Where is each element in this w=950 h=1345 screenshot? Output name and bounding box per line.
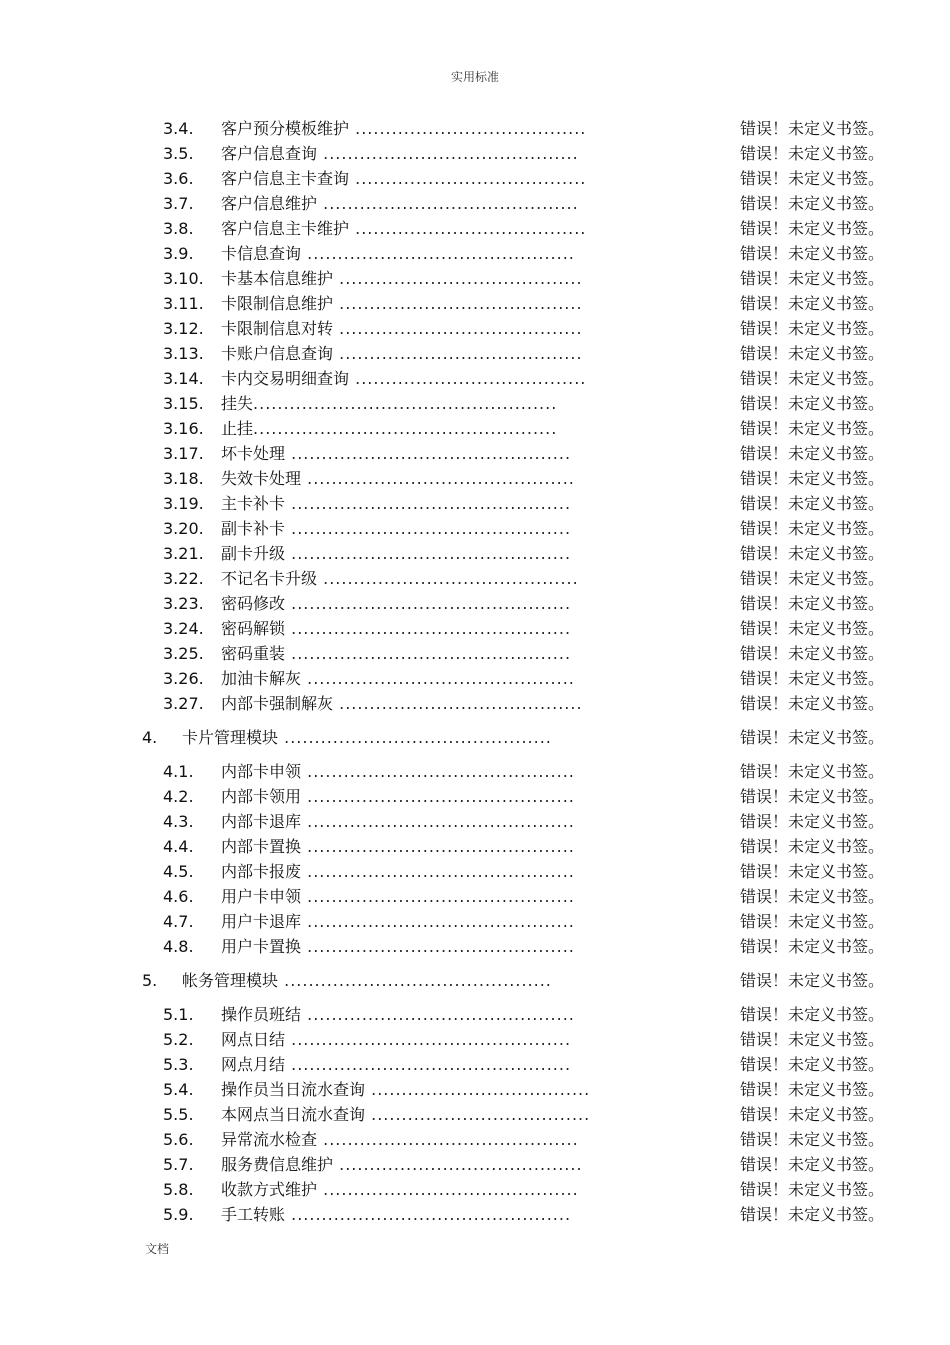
- toc-entry-row[interactable]: [0, 266, 950, 291]
- toc-entry-number: 3.23.: [163, 594, 204, 613]
- toc-dot-leader: ........................................: [333, 269, 583, 288]
- toc-entry-title: 卡限制信息维护: [221, 294, 334, 313]
- toc-entry-title: 客户信息主卡查询: [221, 169, 350, 188]
- toc-entry-row[interactable]: [0, 241, 950, 266]
- toc-entry-title-wrap: [221, 166, 586, 191]
- toc-dot-leader: ............................................: [301, 669, 575, 688]
- toc-entry-title: 内部卡置换: [221, 837, 302, 856]
- toc-entry-number: 3.25.: [163, 644, 204, 663]
- toc-entry-number: 5.8.: [163, 1180, 194, 1199]
- toc-dot-leader: ..............................................: [285, 519, 572, 538]
- toc-entry-row[interactable]: [0, 391, 950, 416]
- toc-entry-row[interactable]: [0, 291, 950, 316]
- toc-entry-title-wrap: [221, 491, 571, 516]
- toc-entry-title: 挂失: [221, 394, 254, 413]
- toc-entry-row[interactable]: [0, 1077, 950, 1102]
- toc-entry-title: 内部卡强制解灰: [221, 694, 334, 713]
- toc-entry-title-wrap: [221, 391, 557, 416]
- toc-page-ref: 错误！未定义书签。: [740, 728, 885, 747]
- toc-entry-number: 4.4.: [163, 837, 194, 856]
- toc-entry-row[interactable]: [0, 1177, 950, 1202]
- toc-entry-title: 卡限制信息对转: [221, 319, 334, 338]
- toc-entry-number: 3.24.: [163, 619, 204, 638]
- toc-page-ref: 错误！未定义书签。: [740, 1105, 885, 1124]
- toc-entry-title: 卡账户信息查询: [221, 344, 334, 363]
- toc-entry-title-wrap: [221, 834, 575, 859]
- toc-dot-leader: ......................................: [349, 369, 587, 388]
- toc-entry-number: 3.9.: [163, 244, 194, 263]
- toc-dot-leader: ..................................................: [253, 419, 558, 438]
- toc-dot-leader: ......................................: [349, 169, 587, 188]
- toc-entry-title-wrap: [221, 884, 575, 909]
- toc-dot-leader: ............................................: [301, 1005, 575, 1024]
- toc-dot-leader: ....................................: [365, 1105, 591, 1124]
- toc-entry-number: 4.7.: [163, 912, 194, 931]
- toc-entry-title: 网点月结: [221, 1055, 286, 1074]
- toc-dot-leader: ............................................: [301, 862, 575, 881]
- toc-entry-title-wrap: [221, 291, 583, 316]
- toc-page-ref: 错误！未定义书签。: [740, 244, 885, 263]
- toc-dot-leader: ..............................................: [285, 619, 572, 638]
- toc-dot-leader: ......................................: [349, 219, 587, 238]
- toc-entry-row[interactable]: [0, 809, 950, 834]
- toc-entry-row[interactable]: [0, 591, 950, 616]
- toc-entry-number: 4.1.: [163, 762, 194, 781]
- toc-section-row[interactable]: [0, 968, 950, 993]
- toc-page-ref: 错误！未定义书签。: [740, 369, 885, 388]
- toc-dot-leader: ............................................: [301, 787, 575, 806]
- toc-entry-title-wrap: [221, 416, 557, 441]
- toc-entry-number: 3.20.: [163, 519, 204, 538]
- toc-entry-title: 客户信息主卡维护: [221, 219, 350, 238]
- toc-entry-title: 手工转账: [221, 1205, 286, 1224]
- toc-entry-title: 客户信息维护: [221, 194, 318, 213]
- toc-dot-leader: ............................................: [278, 971, 552, 990]
- toc-entry-title-wrap: [221, 566, 579, 591]
- toc-entry-title: 副卡补卡: [221, 519, 286, 538]
- toc-page-ref: 错误！未定义书签。: [740, 169, 885, 188]
- toc-entry-number: 5.5.: [163, 1105, 194, 1124]
- toc-page-ref: 错误！未定义书签。: [740, 1155, 885, 1174]
- toc-entry-title-wrap: [221, 666, 575, 691]
- toc-entry-title: 卡基本信息维护: [221, 269, 334, 288]
- toc-entry-row[interactable]: [0, 1052, 950, 1077]
- toc-entry-row[interactable]: [0, 466, 950, 491]
- toc-dot-leader: ..............................................: [285, 1205, 572, 1224]
- toc-entry-title-wrap: [182, 725, 552, 750]
- toc-entry-number: 4.: [142, 728, 158, 747]
- toc-entry-title: 用户卡置换: [221, 937, 302, 956]
- toc-entry-title-wrap: [221, 591, 571, 616]
- toc-entry-row[interactable]: [0, 934, 950, 959]
- toc-page-ref: 错误！未定义书签。: [740, 971, 885, 990]
- toc-page-ref: 错误！未定义书签。: [740, 1130, 885, 1149]
- toc-dot-leader: ..................................................: [253, 394, 558, 413]
- toc-entry-title-wrap: [221, 616, 571, 641]
- toc-entry-title: 本网点当日流水查询: [221, 1105, 366, 1124]
- page-footer: 文档: [145, 1242, 170, 1256]
- toc-entry-row[interactable]: [0, 366, 950, 391]
- toc-page-ref: 错误！未定义书签。: [740, 469, 885, 488]
- toc-entry-title: 副卡升级: [221, 544, 286, 563]
- toc-page-ref: 错误！未定义书签。: [740, 1005, 885, 1024]
- toc-entry-number: 3.5.: [163, 144, 194, 163]
- toc-page-ref: 错误！未定义书签。: [740, 912, 885, 931]
- toc-entry-number: 4.5.: [163, 862, 194, 881]
- toc-dot-leader: ..............................................: [285, 644, 572, 663]
- toc-entry-row[interactable]: [0, 759, 950, 784]
- toc-entry-number: 5.9.: [163, 1205, 194, 1224]
- toc-entry-title-wrap: [221, 1052, 571, 1077]
- toc-dot-leader: ......................................: [349, 119, 587, 138]
- toc-entry-row[interactable]: [0, 859, 950, 884]
- toc-section-row[interactable]: [0, 725, 950, 750]
- toc-entry-title-wrap: [221, 909, 575, 934]
- toc-page-ref: 错误！未定义书签。: [740, 344, 885, 363]
- toc-entry-number: 5.: [142, 971, 158, 990]
- toc-page-ref: 错误！未定义书签。: [740, 494, 885, 513]
- toc-entry-number: 4.2.: [163, 787, 194, 806]
- toc-page-ref: 错误！未定义书签。: [740, 1055, 885, 1074]
- toc-entry-title: 密码修改: [221, 594, 286, 613]
- toc-entry-title: 密码重装: [221, 644, 286, 663]
- toc-entry-title: 操作员班结: [221, 1005, 302, 1024]
- toc-page-ref: 错误！未定义书签。: [740, 1205, 885, 1224]
- toc-entry-row[interactable]: [0, 1102, 950, 1127]
- toc-entry-number: 3.27.: [163, 694, 204, 713]
- toc-dot-leader: ............................................: [301, 812, 575, 831]
- toc-entry-title: 内部卡申领: [221, 762, 302, 781]
- toc-entry-title-wrap: [221, 759, 575, 784]
- toc-entry-number: 5.2.: [163, 1030, 194, 1049]
- toc-entry-row[interactable]: [0, 491, 950, 516]
- toc-entry-row[interactable]: [0, 441, 950, 466]
- toc-entry-title: 加油卡解灰: [221, 669, 302, 688]
- toc-entry-title: 止挂: [221, 419, 254, 438]
- toc-entry-number: 3.16.: [163, 419, 204, 438]
- toc-dot-leader: ........................................: [333, 1155, 583, 1174]
- toc-entry-row[interactable]: [0, 191, 950, 216]
- toc-entry-number: 4.3.: [163, 812, 194, 831]
- toc-entry-title-wrap: [221, 266, 583, 291]
- toc-entry-title-wrap: [221, 516, 571, 541]
- toc-entry-title-wrap: [221, 1202, 571, 1227]
- toc-dot-leader: ..............................................: [285, 594, 572, 613]
- page-header: 实用标准: [450, 70, 499, 84]
- toc-entry-title-wrap: [221, 441, 571, 466]
- table-of-contents: [0, 116, 950, 1227]
- toc-entry-row[interactable]: [0, 516, 950, 541]
- toc-entry-number: 5.7.: [163, 1155, 194, 1174]
- toc-dot-leader: ..............................................: [285, 1030, 572, 1049]
- toc-entry-title: 用户卡退库: [221, 912, 302, 931]
- toc-entry-title: 坏卡处理: [221, 444, 286, 463]
- toc-entry-number: 3.10.: [163, 269, 204, 288]
- toc-page-ref: 错误！未定义书签。: [740, 194, 885, 213]
- toc-dot-leader: ..............................................: [285, 544, 572, 563]
- toc-dot-leader: ..........................................: [317, 144, 579, 163]
- toc-entry-title-wrap: [221, 366, 586, 391]
- toc-entry-title-wrap: [221, 1027, 571, 1052]
- toc-page-ref: 错误！未定义书签。: [740, 862, 885, 881]
- toc-entry-number: 3.11.: [163, 294, 204, 313]
- toc-entry-number: 3.12.: [163, 319, 204, 338]
- toc-entry-row[interactable]: [0, 216, 950, 241]
- toc-entry-title-wrap: [182, 968, 552, 993]
- toc-dot-leader: ........................................: [333, 319, 583, 338]
- toc-entry-number: 4.8.: [163, 937, 194, 956]
- toc-entry-row[interactable]: [0, 1152, 950, 1177]
- toc-entry-number: 3.21.: [163, 544, 204, 563]
- toc-entry-title-wrap: [221, 859, 575, 884]
- toc-entry-number: 3.14.: [163, 369, 204, 388]
- toc-entry-row[interactable]: [0, 666, 950, 691]
- toc-page-ref: 错误！未定义书签。: [740, 519, 885, 538]
- toc-entry-title-wrap: [221, 141, 579, 166]
- toc-entry-row[interactable]: [0, 641, 950, 666]
- toc-page-ref: 错误！未定义书签。: [740, 1030, 885, 1049]
- toc-entry-title: 失效卡处理: [221, 469, 302, 488]
- toc-entry-title-wrap: [221, 316, 583, 341]
- toc-entry-title: 客户预分模板维护: [221, 119, 350, 138]
- toc-page-ref: 错误！未定义书签。: [740, 787, 885, 806]
- toc-dot-leader: ............................................: [301, 887, 575, 906]
- toc-dot-leader: ..........................................: [317, 194, 579, 213]
- toc-entry-title: 卡信息查询: [221, 244, 302, 263]
- toc-dot-leader: ............................................: [301, 937, 575, 956]
- toc-page-ref: 错误！未定义书签。: [740, 219, 885, 238]
- toc-dot-leader: ........................................: [333, 694, 583, 713]
- toc-entry-title: 客户信息查询: [221, 144, 318, 163]
- toc-entry-title: 服务费信息维护: [221, 1155, 334, 1174]
- toc-entry-title: 收款方式维护: [221, 1180, 318, 1199]
- toc-page-ref: 错误！未定义书签。: [740, 812, 885, 831]
- toc-page-ref: 错误！未定义书签。: [740, 594, 885, 613]
- toc-entry-title-wrap: [221, 541, 571, 566]
- toc-entry-number: 3.26.: [163, 669, 204, 688]
- toc-entry-title-wrap: [221, 1152, 583, 1177]
- toc-entry-title: 网点日结: [221, 1030, 286, 1049]
- toc-dot-leader: ........................................: [333, 294, 583, 313]
- toc-entry-number: 5.3.: [163, 1055, 194, 1074]
- toc-entry-row[interactable]: [0, 541, 950, 566]
- toc-dot-leader: ........................................: [333, 344, 583, 363]
- toc-page-ref: 错误！未定义书签。: [740, 1080, 885, 1099]
- toc-entry-number: 3.4.: [163, 119, 194, 138]
- toc-entry-row[interactable]: [0, 566, 950, 591]
- toc-entry-number: 3.18.: [163, 469, 204, 488]
- toc-dot-leader: ....................................: [365, 1080, 591, 1099]
- toc-dot-leader: ............................................: [301, 244, 575, 263]
- toc-entry-title-wrap: [221, 1077, 590, 1102]
- toc-entry-row[interactable]: [0, 341, 950, 366]
- toc-page-ref: 错误！未定义书签。: [740, 294, 885, 313]
- toc-dot-leader: ..........................................: [317, 569, 579, 588]
- toc-entry-row[interactable]: [0, 909, 950, 934]
- toc-entry-number: 5.6.: [163, 1130, 194, 1149]
- toc-page-ref: 错误！未定义书签。: [740, 144, 885, 163]
- toc-entry-row[interactable]: [0, 884, 950, 909]
- toc-entry-title: 不记名卡升级: [221, 569, 318, 588]
- toc-entry-title-wrap: [221, 466, 575, 491]
- toc-entry-title-wrap: [221, 691, 583, 716]
- toc-dot-leader: ............................................: [301, 469, 575, 488]
- toc-page-ref: 错误！未定义书签。: [740, 569, 885, 588]
- toc-page-ref: 错误！未定义书签。: [740, 644, 885, 663]
- toc-entry-number: 5.4.: [163, 1080, 194, 1099]
- toc-page-ref: 错误！未定义书签。: [740, 937, 885, 956]
- toc-entry-title-wrap: [221, 341, 583, 366]
- toc-dot-leader: ..........................................: [317, 1180, 579, 1199]
- toc-entry-row[interactable]: [0, 616, 950, 641]
- toc-entry-row[interactable]: [0, 1202, 950, 1227]
- toc-dot-leader: ............................................: [301, 912, 575, 931]
- toc-page-ref: 错误！未定义书签。: [740, 394, 885, 413]
- toc-entry-title-wrap: [221, 116, 586, 141]
- toc-entry-title: 主卡补卡: [221, 494, 286, 513]
- toc-entry-number: 3.6.: [163, 169, 194, 188]
- toc-entry-number: 5.1.: [163, 1005, 194, 1024]
- toc-entry-title-wrap: [221, 1177, 579, 1202]
- toc-entry-row[interactable]: [0, 116, 950, 141]
- toc-entry-number: 3.22.: [163, 569, 204, 588]
- toc-page-ref: 错误！未定义书签。: [740, 444, 885, 463]
- toc-page-ref: 错误！未定义书签。: [740, 669, 885, 688]
- toc-entry-title-wrap: [221, 1127, 579, 1152]
- toc-dot-leader: ............................................: [301, 762, 575, 781]
- toc-entry-number: 3.7.: [163, 194, 194, 213]
- toc-page-ref: 错误！未定义书签。: [740, 694, 885, 713]
- toc-entry-row[interactable]: [0, 784, 950, 809]
- toc-entry-title-wrap: [221, 1002, 575, 1027]
- toc-entry-number: 3.17.: [163, 444, 204, 463]
- toc-entry-number: 3.13.: [163, 344, 204, 363]
- toc-page-ref: 错误！未定义书签。: [740, 762, 885, 781]
- toc-entry-title-wrap: [221, 934, 575, 959]
- toc-entry-title: 用户卡申领: [221, 887, 302, 906]
- toc-entry-row[interactable]: [0, 1027, 950, 1052]
- toc-page-ref: 错误！未定义书签。: [740, 619, 885, 638]
- toc-entry-title-wrap: [221, 641, 571, 666]
- toc-entry-title: 密码解锁: [221, 619, 286, 638]
- toc-entry-row[interactable]: [0, 1127, 950, 1152]
- toc-entry-number: 3.8.: [163, 219, 194, 238]
- toc-entry-number: 4.6.: [163, 887, 194, 906]
- toc-entry-row[interactable]: [0, 141, 950, 166]
- toc-entry-row[interactable]: [0, 416, 950, 441]
- toc-page-ref: 错误！未定义书签。: [740, 319, 885, 338]
- toc-entry-row[interactable]: [0, 166, 950, 191]
- toc-entry-title-wrap: [221, 1102, 590, 1127]
- toc-entry-row[interactable]: [0, 834, 950, 859]
- toc-dot-leader: ..............................................: [285, 444, 572, 463]
- toc-entry-title: 卡内交易明细查询: [221, 369, 350, 388]
- toc-page-ref: 错误！未定义书签。: [740, 269, 885, 288]
- toc-page-ref: 错误！未定义书签。: [740, 419, 885, 438]
- toc-entry-title: 内部卡退库: [221, 812, 302, 831]
- toc-entry-row[interactable]: [0, 691, 950, 716]
- toc-entry-title: 卡片管理模块: [182, 728, 279, 747]
- toc-dot-leader: ..............................................: [285, 494, 572, 513]
- toc-entry-row[interactable]: [0, 1002, 950, 1027]
- toc-entry-title-wrap: [221, 784, 575, 809]
- toc-entry-title: 操作员当日流水查询: [221, 1080, 366, 1099]
- toc-entry-title-wrap: [221, 191, 579, 216]
- toc-entry-title-wrap: [221, 216, 586, 241]
- toc-page-ref: 错误！未定义书签。: [740, 887, 885, 906]
- toc-entry-number: 3.15.: [163, 394, 204, 413]
- toc-entry-title: 内部卡领用: [221, 787, 302, 806]
- toc-entry-title-wrap: [221, 241, 575, 266]
- toc-dot-leader: ..........................................: [317, 1130, 579, 1149]
- toc-entry-title: 帐务管理模块: [182, 971, 279, 990]
- toc-page-ref: 错误！未定义书签。: [740, 544, 885, 563]
- toc-entry-title-wrap: [221, 809, 575, 834]
- toc-entry-number: 3.19.: [163, 494, 204, 513]
- toc-dot-leader: ............................................: [301, 837, 575, 856]
- toc-page-ref: 错误！未定义书签。: [740, 119, 885, 138]
- toc-entry-row[interactable]: [0, 316, 950, 341]
- toc-dot-leader: ............................................: [278, 728, 552, 747]
- toc-entry-title: 内部卡报废: [221, 862, 302, 881]
- toc-entry-title: 异常流水检查: [221, 1130, 318, 1149]
- toc-dot-leader: ..............................................: [285, 1055, 572, 1074]
- toc-page-ref: 错误！未定义书签。: [740, 837, 885, 856]
- toc-page-ref: 错误！未定义书签。: [740, 1180, 885, 1199]
